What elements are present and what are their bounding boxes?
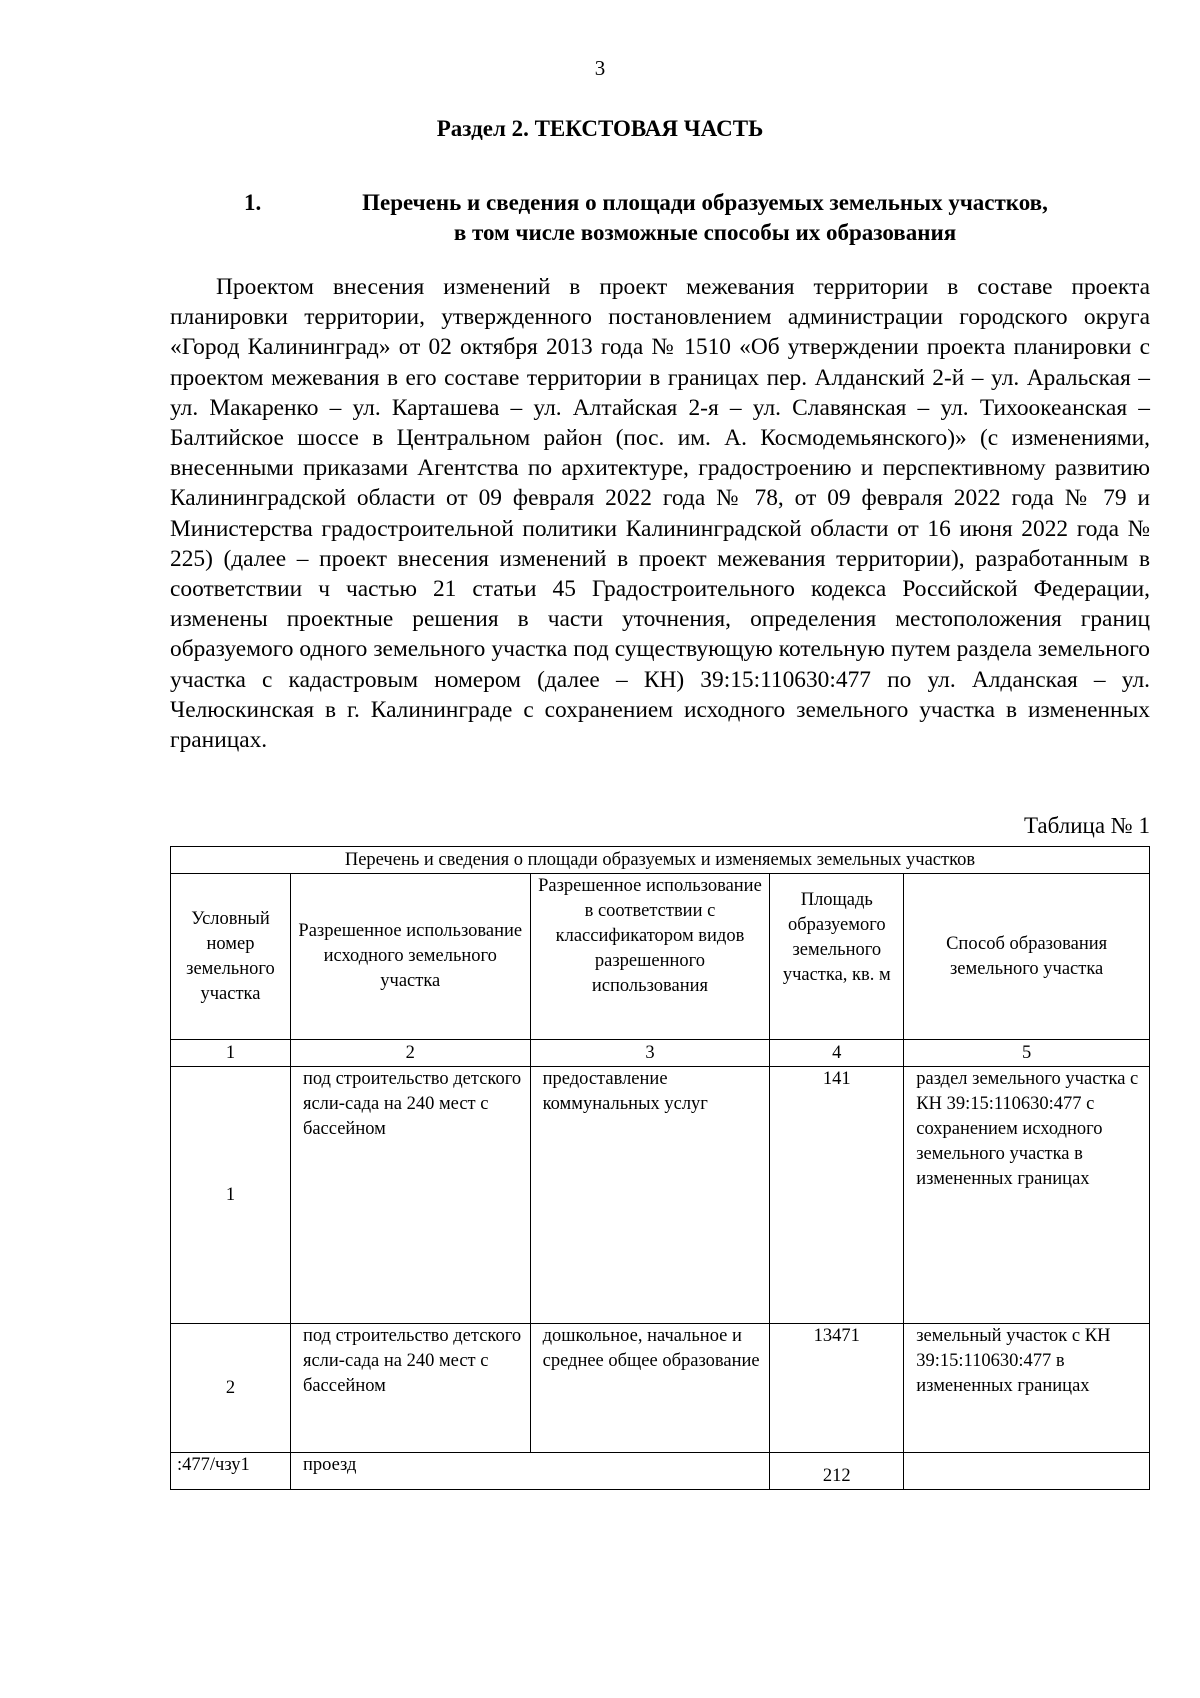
column-number: 2 xyxy=(290,1040,530,1067)
table-row xyxy=(171,1324,1150,1453)
table-title-row xyxy=(171,847,1150,874)
cell-method: раздел земельного участка с КН 39:15:110630:477 с сохранением исходного земельного участка в измененных границах xyxy=(904,1067,1150,1324)
table-title: Перечень и сведения о площади образуемых и изменяемых земельных участков xyxy=(171,847,1150,874)
cell-classifier-use: предоставление коммунальных услуг xyxy=(530,1067,770,1324)
table-row xyxy=(171,1067,1150,1324)
cell-plot-number: 1 xyxy=(171,1067,291,1324)
section-title: Раздел 2. ТЕКСТОВАЯ ЧАСТЬ xyxy=(436,116,764,141)
header-classifier-use: Разрешенное использование в соответствии с классификатором видов разрешенного использования xyxy=(530,874,770,1040)
column-number: 1 xyxy=(171,1040,291,1067)
cell-area: 212 xyxy=(770,1453,904,1490)
table-row xyxy=(171,1453,1150,1490)
body-paragraph: Проектом внесения изменений в проект межевания территории в составе проекта планировки территории, утвержденного постановлением администрации городского округа «Город Калининград» от 02 октября 2013 года № 1510 «Об утверждении проекта планировки с проектом межевания в его составе территории в границах пер. Алданский 2-й – ул. Аральская – ул. Макаренко – ул. Карташева – ул. Алтайская 2-я – ул. Славянская – ул. Тихоокеанская – Балтийское шоссе в Центральном район (пос. им. А. Космодемьянского)» (с изменениями, внесенными приказами Агентства по архитектуре, градостроению и перспективному развитию Калининградской области от 09 февраля 2022 года № 78, от 09 февраля 2022 года № 79 и Министерства градостроительной политики Калининградской области от 16 июня 2022 года № 225) (далее – проект внесения изменений в проект межевания территории), разработанным в соответствии ч частью 21 статьи 45 Градостроительного кодекса Российской Федерации, изменены проектные решения в части уточнения, определения местоположения границ образуемого одного земельного участка под существующую котельную путем раздела земельного участка с кадастровым номером (далее – КН) 39:15:110630:477 по ул. Алданская – ул. Челюскинская в г. Калининграде с сохранением исходного земельного участка в измененных границах. xyxy=(170,274,1150,754)
cell-area: 141 xyxy=(770,1067,904,1324)
cell-original-use: под строительство детского ясли-сада на 240 мест с бассейном xyxy=(290,1067,530,1324)
cell-method xyxy=(904,1453,1150,1490)
section-heading xyxy=(170,188,1150,248)
heading-number: 1. xyxy=(244,190,262,215)
cell-plot-number: :477/чзу1 xyxy=(171,1453,291,1490)
column-number: 5 xyxy=(904,1040,1150,1067)
column-number: 3 xyxy=(530,1040,770,1067)
table-header-row xyxy=(171,874,1150,1040)
header-area: Площадь образуемого земельного участка, кв. м xyxy=(770,874,904,1040)
column-number-row xyxy=(171,1040,1150,1067)
column-number: 4 xyxy=(770,1040,904,1067)
heading-line-1: Перечень и сведения о площади образуемых земельных участков, xyxy=(362,190,1048,215)
cell-area: 13471 xyxy=(770,1324,904,1453)
land-plots-table xyxy=(170,846,1150,1490)
cell-classifier-use: дошкольное, начальное и среднее общее образование xyxy=(530,1324,770,1453)
page-number: 3 xyxy=(594,56,606,80)
header-method: Способ образования земельного участка xyxy=(904,874,1150,1040)
heading-line-2: в том числе возможные способы их образования xyxy=(453,220,957,245)
header-original-use: Разрешенное использование исходного земельного участка xyxy=(290,874,530,1040)
cell-method: земельный участок с КН 39:15:110630:477 в измененных границах xyxy=(904,1324,1150,1453)
table-caption: Таблица № 1 xyxy=(1023,813,1150,838)
header-plot-number: Условный номер земельного участка xyxy=(171,874,291,1040)
cell-use: проезд xyxy=(290,1453,769,1490)
cell-original-use: под строительство детского ясли-сада на 240 мест с бассейном xyxy=(290,1324,530,1453)
cell-plot-number: 2 xyxy=(171,1324,291,1453)
